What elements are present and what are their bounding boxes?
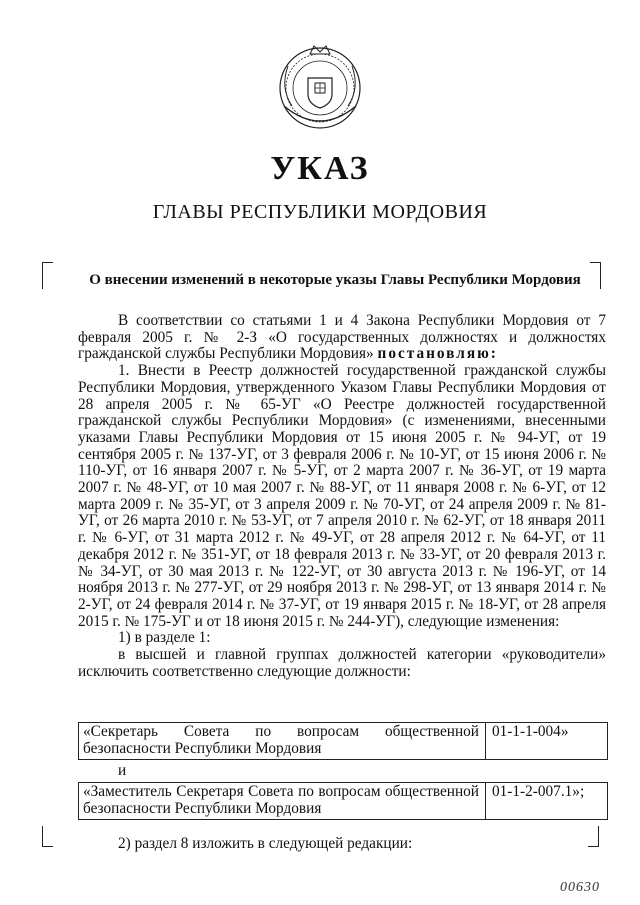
document-title: УКАЗ	[270, 150, 370, 187]
document-heading: О внесении изменений в некоторые указы Главы Республики Мордовия	[89, 272, 581, 288]
table-row	[78, 782, 608, 820]
document-number: 00630	[560, 880, 600, 895]
intro-paragraph	[78, 313, 606, 363]
document-subtitle: ГЛАВЫ РЕСПУБЛИКИ МОРДОВИЯ	[152, 201, 488, 223]
coat-of-arms-emblem	[270, 36, 370, 136]
code-cell: 01-1-1-004»	[492, 723, 569, 740]
position-cell: «Секретарь Совета по вопросам общественной безопасности Республики Мордовия	[79, 723, 486, 759]
sub-item-2: 2) раздел 8 изложить в следующей редакции:	[118, 835, 413, 852]
item-1-paragraph: 1. Внести в Реестр должностей государственной гражданской службы Республики Мордовия, утвержденного Указом Главы Республики Мордовия от 28 апреля 2005 г. № 65-УГ «О Реестре должностей государственной гражданской службы Республики Мордовия» (с изменениями, внесенными указами Главы Республики Мордовия от 15 июня 2005 г. № 94-УГ, от 19 сентября 2005 г. № 137-УГ, от 3 февраля 2006 г. № 10-УГ, от 15 июня 2006 г. № 110-УГ, от 16 января 2007 г. № 5-УГ, от 2 марта 2007 г. № 36-УГ, от 19 марта 2007 г. № 48-УГ, от 10 мая 2007 г. № 88-УГ, от 11 января 2008 г. № 6-УГ, от 12 марта 2009 г. № 35-УГ, от 3 апреля 2009 г. № 70-УГ, от 24 апреля 2009 г. № 81-УГ, от 26 марта 2010 г. № 53-УГ, от 7 апреля 2010 г. № 62-УГ, от 18 января 2011 г. № 6-УГ, от 31 марта 2012 г. № 49-УГ, от 28 апреля 2012 г. № 64-УГ, от 11 декабря 2012 г. № 351-УГ, от 18 февраля 2013 г. № 33-УГ, от 20 февраля 2013 г. № 34-УГ, от 30 мая 2013 г. № 122-УГ, от 30 августа 2013 г. № 196-УГ, от 14 ноября 2013 г. № 277-УГ, от 29 ноября 2013 г. № 298-УГ, от 13 января 2014 г. № 2-УГ, от 24 февраля 2014 г. № 37-УГ, от 19 января 2015 г. № 18-УГ, от 28 апреля 2015 г. № 175-УГ и от 18 июня 2015 г. № 244-УГ), следующие изменения:	[78, 362, 606, 630]
sub-item-1-text: в высшей и главной группах должностей категории «руководители» исключить соответственно следующие должности:	[78, 646, 606, 680]
bracket-top-left	[42, 262, 53, 289]
bracket-bottom-right	[588, 826, 599, 847]
sub-item-1: 1) в разделе 1:	[118, 629, 211, 647]
intro-text: В соответствии со статьями 1 и 4 Закона Республики Мордовия от 7 февраля 2005 г. № 2-З «О государственных должностях и должностях гражданской службы Республики Мордовия»	[78, 312, 606, 363]
code-cell: 01-1-2-007.1»;	[492, 783, 585, 800]
position-cell: «Заместитель Секретаря Совета по вопросам общественной безопасности Республики Мордовия	[79, 783, 486, 819]
decree-word: постановляю:	[377, 345, 498, 363]
bracket-bottom-left	[42, 826, 53, 847]
document-body	[78, 313, 606, 680]
table-row	[78, 722, 608, 760]
conjunction: и	[118, 762, 127, 779]
